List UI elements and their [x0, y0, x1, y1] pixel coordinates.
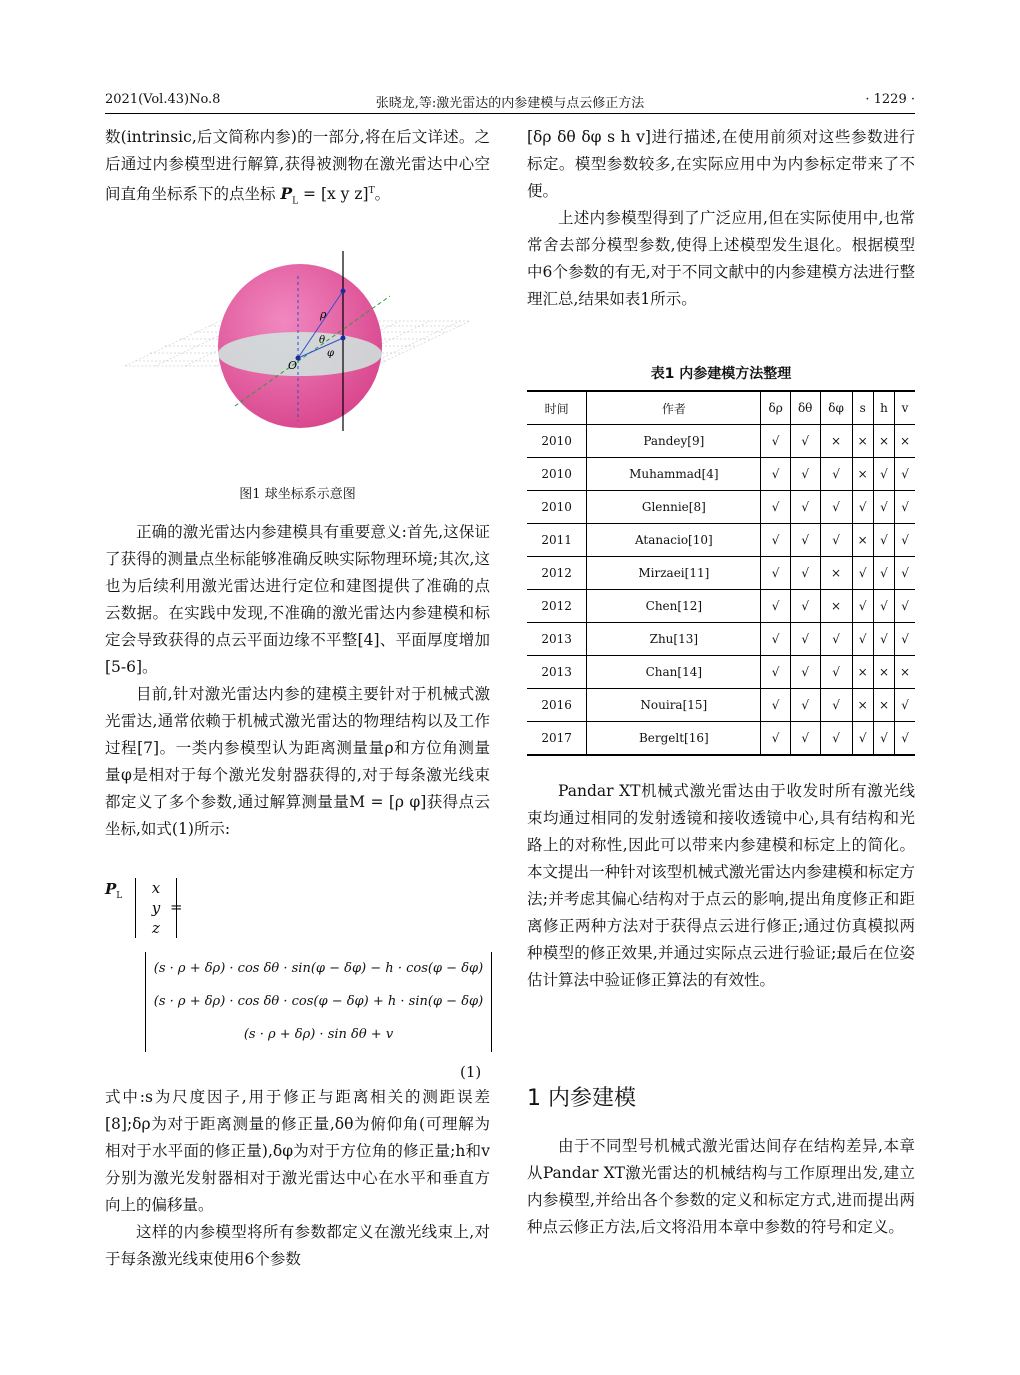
figure-caption: 图1 球坐标系示意图	[239, 487, 356, 502]
table-cell: 2010	[527, 425, 587, 458]
origin-label: O	[288, 359, 298, 372]
theta-label: θ	[319, 335, 326, 346]
table-cell: √	[761, 722, 790, 756]
table-cell: √	[761, 557, 790, 590]
journal-issue: 2021(Vol.43)No.8	[105, 92, 221, 107]
table-header-cell: h	[873, 391, 894, 425]
table-cell: √	[790, 722, 820, 756]
table-cell: √	[790, 623, 820, 656]
section-heading: 1 内参建模	[527, 1086, 636, 1111]
table-cell: √	[761, 524, 790, 557]
table-header-row	[527, 391, 915, 425]
table-cell: ×	[873, 425, 894, 458]
paragraph-section-intro: 由于不同型号机械式激光雷达间存在结构差异,本章从Pandar XT激光雷达的机械结构与工作原理出发,建立内参模型,并给出各个参数的定义和标定方式,进而提出两种点云修正方法,后文将沿用本章中参数的符号和定义。	[527, 1137, 915, 1236]
table-cell: √	[895, 458, 915, 491]
method-table	[527, 390, 915, 756]
table-row	[527, 557, 915, 590]
table-cell: ×	[852, 656, 873, 689]
table-caption: 表1 内参建模方法整理	[650, 366, 792, 382]
table-row	[527, 524, 915, 557]
table-cell: ×	[852, 425, 873, 458]
table-cell: √	[820, 491, 852, 524]
table-header-cell: s	[852, 391, 873, 425]
left-column-bottom	[105, 1084, 490, 1273]
table-cell: √	[790, 557, 820, 590]
table-cell: √	[895, 524, 915, 557]
table-cell: √	[790, 524, 820, 557]
header-rule	[105, 113, 915, 114]
equation-matrix: (s · ρ + δρ) · cos δθ · sin(φ − δφ) − h · cos(φ − δφ) (s · ρ + δρ) · cos δθ · cos(φ − δφ) + h · sin(φ − δφ) (s · ρ + δρ) · sin δθ + v	[145, 952, 492, 1052]
table-cell: ×	[852, 689, 873, 722]
table-cell: √	[790, 491, 820, 524]
table-header-cell: δρ	[761, 391, 790, 425]
table-cell: √	[761, 689, 790, 722]
equals-sign: =	[170, 898, 183, 916]
table-header-cell: 作者	[587, 391, 761, 425]
table-cell: ×	[852, 524, 873, 557]
table-cell: Mirzaei[11]	[587, 557, 761, 590]
table-body	[527, 425, 915, 756]
table-cell: √	[895, 722, 915, 756]
table-row	[527, 623, 915, 656]
table-cell: ×	[895, 425, 915, 458]
table-row	[527, 458, 915, 491]
table-cell: √	[820, 689, 852, 722]
table-cell: 2016	[527, 689, 587, 722]
paragraph-calibration: [δρ δθ δφ s h v]进行描述,在使用前须对这些参数进行标定。模型参数较多,在实际应用中为内参标定带来了不便。	[527, 128, 915, 200]
table-cell: ×	[820, 425, 852, 458]
running-header	[105, 92, 915, 114]
table-cell: 2011	[527, 524, 587, 557]
phi-label: φ	[327, 348, 335, 359]
table-cell: Atanacio[10]	[587, 524, 761, 557]
paragraph-symbols: 式中:s为尺度因子,用于修正与距离相关的测距误差[8];δρ为对于距离测量的修正量,δθ为俯仰角(可理解为相对于水平面的修正量),δφ为对于方位角的修正量;h和v分别为激光发射器相对于激光雷达中心在水平和垂直方向上的偏移量。	[105, 1088, 490, 1214]
table-cell: Bergelt[16]	[587, 722, 761, 756]
page-number: · 1229 ·	[865, 92, 915, 107]
table-cell: √	[873, 458, 894, 491]
equation-lhs: $P_L$	[105, 880, 123, 901]
table-row	[527, 491, 915, 524]
table-cell: Muhammad[4]	[587, 458, 761, 491]
table-row	[527, 425, 915, 458]
table-cell: ×	[873, 689, 894, 722]
equation-number: (1)	[460, 1063, 482, 1081]
table-cell: 2010	[527, 491, 587, 524]
table-cell: √	[852, 590, 873, 623]
table-cell: √	[820, 524, 852, 557]
table-cell: ×	[820, 590, 852, 623]
paragraph-pandar: Pandar XT机械式激光雷达由于收发时所有激光线束均通过相同的发射透镜和接收透镜中心,具有结构和光路上的对称性,因此可以带来内参建模和标定上的简化。本文提出一种针对该型机械式激光雷达内参建模和标定方法;并考虑其偏心结构对于点云的影响,提出角度修正和距离修正两种方法对于获得点云进行修正;通过仿真模拟两种模型的修正效果,并通过实际点云进行验证;最后在位姿估计算法中验证修正算法的有效性。	[527, 782, 915, 989]
table-cell: Chen[12]	[587, 590, 761, 623]
table-cell: √	[895, 689, 915, 722]
paragraph-intro: 数(intrinsic,后文简称内参)的一部分,将在后文详述。之后通过内参模型进行解算,获得被测物在激光雷达中心空间直角坐标系下的点坐标 $P_L = [x$ y z]$^T$。	[105, 128, 490, 207]
table-cell: √	[761, 458, 790, 491]
table-cell: √	[761, 590, 790, 623]
left-column-top	[105, 124, 490, 215]
table-cell: √	[852, 623, 873, 656]
table-cell: √	[895, 623, 915, 656]
table-cell: 2017	[527, 722, 587, 756]
paragraph-importance: 正确的激光雷达内参建模具有重要意义:首先,这保证了获得的测量点坐标能够准确反映实际物理环境;其次,这也为后续利用激光雷达进行定位和建图提供了准确的点云数据。在实践中发现,不准确的激光雷达内参建模和标定会导致获得的点云平面边缘不平整[4]、平面厚度增加[5-6]。	[105, 523, 490, 676]
table-cell: √	[895, 557, 915, 590]
table-cell: √	[873, 491, 894, 524]
table-cell: √	[790, 458, 820, 491]
table-cell: √	[790, 590, 820, 623]
sphere-coordinate-figure	[105, 246, 490, 441]
table-cell: √	[761, 491, 790, 524]
table-cell: Glennie[8]	[587, 491, 761, 524]
table-cell: ×	[852, 458, 873, 491]
table-cell: √	[820, 458, 852, 491]
table-cell: √	[852, 722, 873, 756]
paragraph-models: 目前,针对激光雷达内参的建模主要针对于机械式激光雷达,通常依赖于机械式激光雷达的物理结构以及工作过程[7]。一类内参模型认为距离测量量ρ和方位角测量量φ是相对于每个激光发射器获得的,对于每条激光线束都定义了多个参数,通过解算测量量M = [ρ φ]获得点云坐标,如式(1)所示:	[105, 685, 490, 838]
table-cell: √	[761, 623, 790, 656]
table-cell: 2010	[527, 458, 587, 491]
table-cell: √	[873, 722, 894, 756]
table-row	[527, 656, 915, 689]
table-cell: √	[820, 722, 852, 756]
table-header-cell: δθ	[790, 391, 820, 425]
rho-label: ρ	[320, 308, 327, 321]
left-column-mid	[105, 519, 490, 843]
table-cell: 2012	[527, 590, 587, 623]
table-cell: √	[820, 656, 852, 689]
right-column-section	[527, 1133, 915, 1241]
table-cell: 2012	[527, 557, 587, 590]
table-cell: ×	[895, 656, 915, 689]
table-cell: √	[852, 557, 873, 590]
table-cell: Pandey[9]	[587, 425, 761, 458]
table-cell: √	[852, 491, 873, 524]
paragraph-six-params: 这样的内参模型将所有参数都定义在激光线束上,对于每条激光线束使用6个参数	[105, 1223, 490, 1268]
table-cell: √	[873, 524, 894, 557]
table-header-cell: 时间	[527, 391, 587, 425]
table-cell: Nouira[15]	[587, 689, 761, 722]
table-row	[527, 722, 915, 756]
table-cell: 2013	[527, 623, 587, 656]
right-column-bottom	[527, 778, 915, 994]
table-header-cell: δφ	[820, 391, 852, 425]
table-row	[527, 590, 915, 623]
table-cell: √	[873, 590, 894, 623]
table-cell: ×	[820, 557, 852, 590]
table-cell: Zhu[13]	[587, 623, 761, 656]
table-cell: √	[790, 656, 820, 689]
table-cell: Chan[14]	[587, 656, 761, 689]
equation-vector: x y z	[135, 878, 177, 938]
table-cell: √	[790, 425, 820, 458]
table-cell: √	[873, 557, 894, 590]
table-cell: √	[761, 425, 790, 458]
table-cell: √	[895, 590, 915, 623]
table-cell: √	[790, 689, 820, 722]
table-cell: √	[895, 491, 915, 524]
article-title-header: 张晓龙,等:激光雷达的内参建模与点云修正方法	[375, 96, 645, 111]
table-cell: ×	[873, 656, 894, 689]
table-cell: √	[873, 623, 894, 656]
table-cell: 2013	[527, 656, 587, 689]
right-column-top	[527, 124, 915, 313]
paragraph-degeneration: 上述内参模型得到了广泛应用,但在实际使用中,也常常舍去部分模型参数,使得上述模型发生退化。根据模型中6个参数的有无,对于不同文献中的内参建模方法进行整理汇总,结果如表1所示。	[527, 209, 915, 308]
table-cell: √	[820, 623, 852, 656]
table-cell: √	[761, 656, 790, 689]
table-row	[527, 689, 915, 722]
table-header-cell: v	[895, 391, 915, 425]
